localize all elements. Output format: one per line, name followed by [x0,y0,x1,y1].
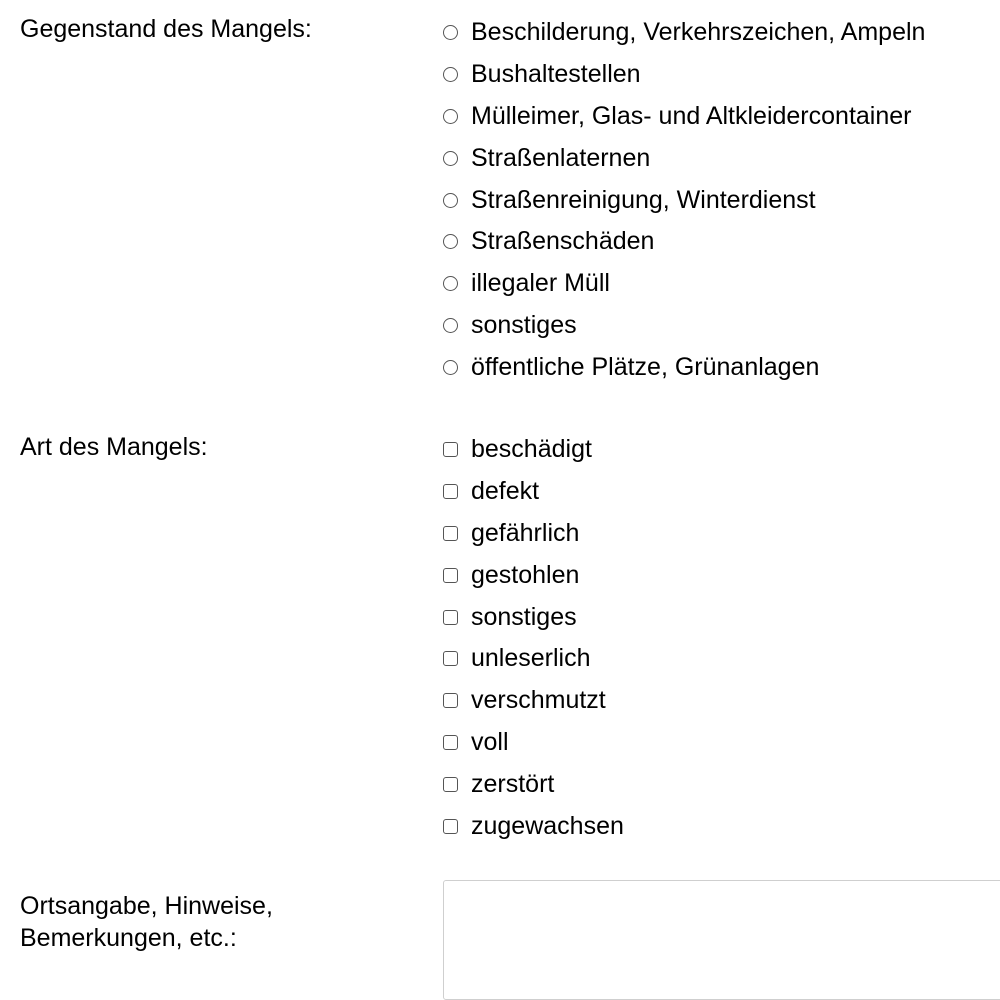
remarks-textarea[interactable] [443,880,1000,1000]
defect-type-option-label[interactable]: zerstört [471,770,555,799]
subject-option-label[interactable]: Mülleimer, Glas- und Altkleidercontainer [471,101,912,130]
checkbox[interactable] [443,819,458,834]
defect-type-option-label[interactable]: voll [471,728,509,757]
subject-option-label[interactable]: Straßenreinigung, Winterdienst [471,185,816,214]
defect-type-option-label[interactable]: zugewachsen [471,812,624,841]
subject-option-label[interactable]: öffentliche Plätze, Grünanlagen [471,353,820,382]
radio-button[interactable] [443,109,458,124]
remarks-label [20,890,273,954]
checkbox[interactable] [443,693,458,708]
checkbox[interactable] [443,568,458,583]
checkbox[interactable] [443,442,458,457]
checkbox[interactable] [443,610,458,625]
subject-option-label[interactable]: Bushaltestellen [471,59,641,88]
subject-label: Gegenstand des Mangels: [20,15,312,43]
remarks-label-line: Bemerkungen, etc.: [20,924,237,952]
radio-button[interactable] [443,193,458,208]
radio-button[interactable] [443,25,458,40]
defect-type-option-label[interactable]: defekt [471,476,540,505]
checkbox[interactable] [443,651,458,666]
subject-option-label[interactable]: Straßenlaternen [471,143,651,172]
radio-button[interactable] [443,318,458,333]
subject-option-label[interactable]: Straßenschäden [471,227,655,256]
defect-type-option-label[interactable]: beschädigt [471,435,592,463]
subject-option-label[interactable]: illegaler Müll [471,269,610,298]
defect-type-option-label[interactable]: unleserlich [471,644,591,673]
radio-button[interactable] [443,67,458,82]
defect-type-option-label[interactable]: verschmutzt [471,686,606,715]
checkbox[interactable] [443,484,458,499]
radio-button[interactable] [443,151,458,166]
checkbox[interactable] [443,735,458,750]
radio-button[interactable] [443,276,458,291]
radio-button[interactable] [443,234,458,249]
defect-type-option-label[interactable]: sonstiges [471,602,577,631]
defect-type-option-label[interactable]: gefährlich [471,518,580,547]
radio-button[interactable] [443,360,458,375]
subject-option-label[interactable]: sonstiges [471,311,577,340]
defect-type-option-label[interactable]: gestohlen [471,560,580,589]
remarks-label-line: Ortsangabe, Hinweise, [20,892,273,920]
checkbox[interactable] [443,777,458,792]
defect-type-label: Art des Mangels: [20,433,208,461]
subject-option-label[interactable]: Beschilderung, Verkehrszeichen, Ampeln [471,18,926,46]
checkbox[interactable] [443,526,458,541]
